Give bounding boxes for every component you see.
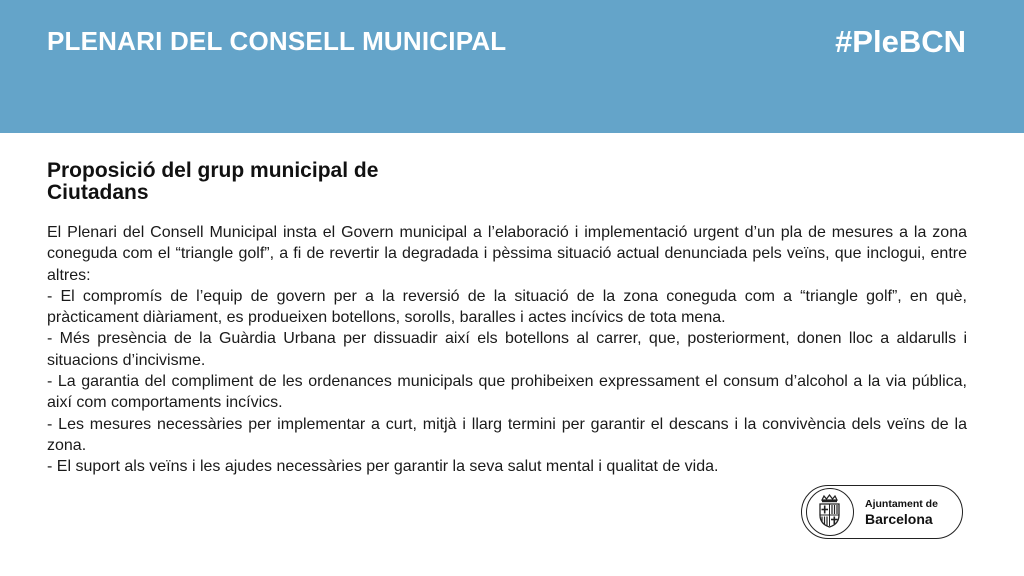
proposal-content [47, 160, 967, 478]
proposal-item: - El suport als veïns i les ajudes necessàries per garantir la seva salut mental i qualitat de vida. [47, 458, 719, 476]
page-title: PLENARI DEL CONSELL MUNICIPAL [47, 26, 507, 56]
proposal-item: - Més presència de la Guàrdia Urbana per dissuadir així els botellons al carrer, que, posteriorment, donen lloc a aldarulls i situacions d’incivisme. [47, 330, 967, 369]
header-banner [0, 0, 1024, 133]
logo-line-2: Barcelona [865, 511, 933, 527]
barcelona-coat-of-arms-icon [806, 488, 854, 536]
ajuntament-logo [801, 485, 963, 539]
proposal-item: - El compromís de l’equip de govern per a la reversió de la situació de la zona coneguda com a “triangle golf”, en què, pràcticament diàriament, es produeixen botellons, sorolls, baralles i actes incívics de tota mena. [47, 287, 967, 327]
logo-line-1: Ajuntament de [865, 498, 938, 510]
proposal-title: Proposició del grup municipal de Ciutadans [47, 159, 379, 204]
proposal-item: - Les mesures necessàries per implementar a curt, mitjà i llarg termini per garantir el descans i la convivència dels veïns de la zona. [47, 415, 967, 454]
hashtag: #PleBCN [835, 24, 966, 59]
proposal-item: - La garantia del compliment de les ordenances municipals que prohibeixen expressament el consum d’alcohol a la via pública, així com comportaments incívics. [47, 373, 967, 412]
proposal-intro: El Plenari del Consell Municipal insta el Govern municipal a l’elaboració i implementació urgent d’un pla de mesures a la zona coneguda com el “triangle golf”, a fi de revertir la degradada i pèssima situació actual denunciada pels veïns, que inclogui, entre altres: [47, 224, 967, 284]
